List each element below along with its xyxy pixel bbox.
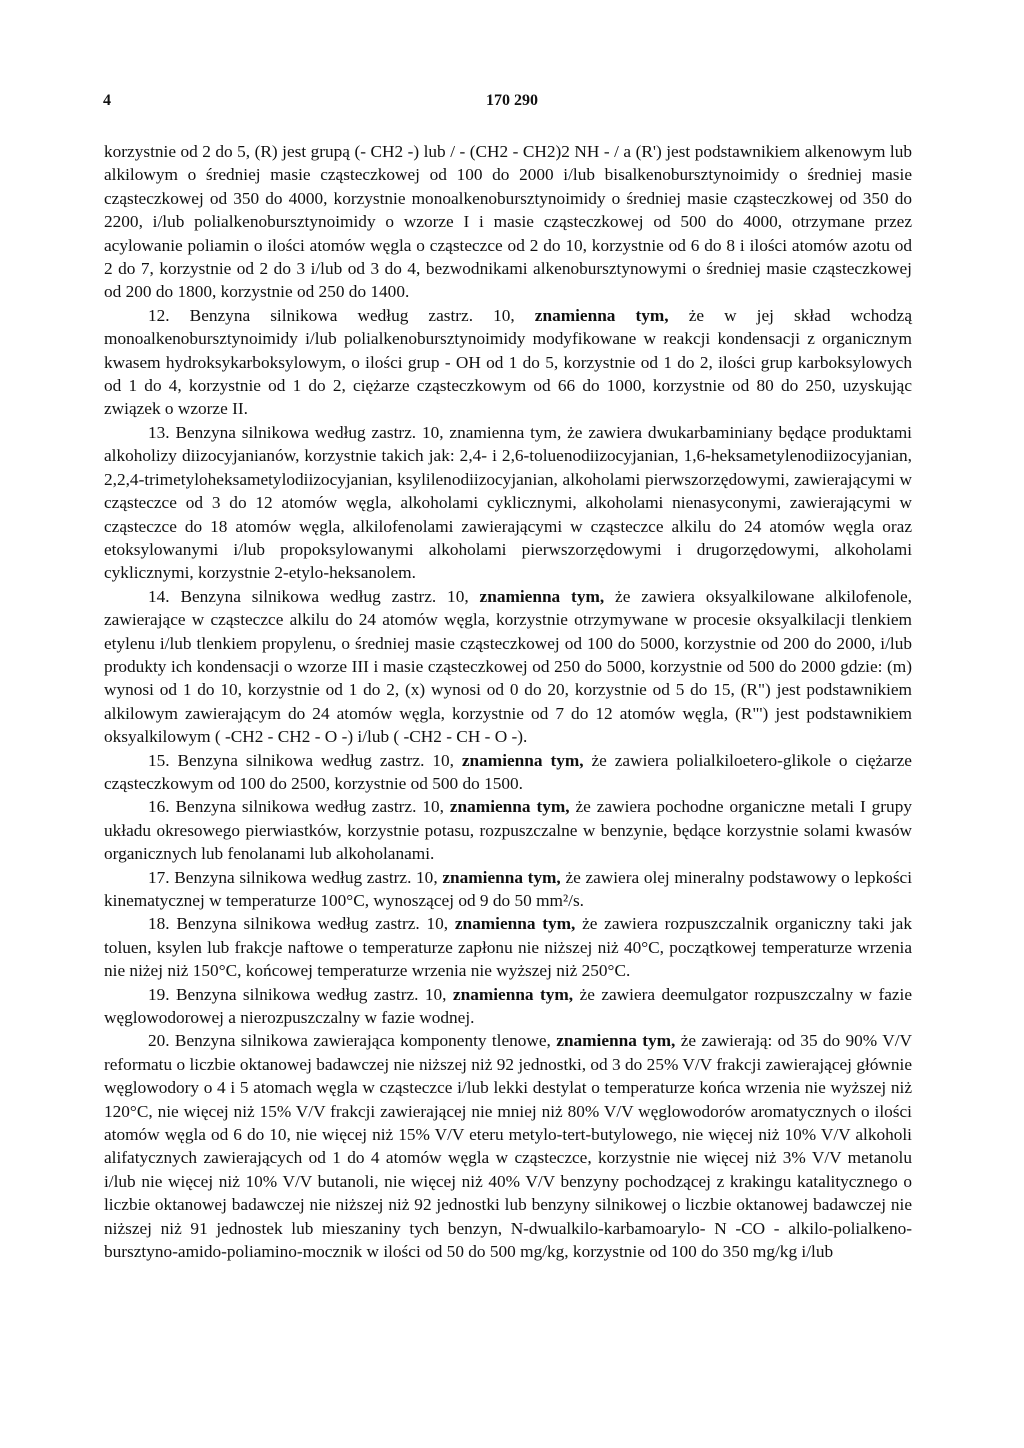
page-number: 4: [103, 92, 111, 109]
claim-text: że zawiera olej mineralny podstawowy o lepkości kinematycznej w temperaturze 100°C, wynoszącej od 9 do 50 mm²/s.: [104, 867, 913, 910]
claim-14: [104, 585, 912, 749]
claim-keyword: znamienna tym,: [534, 305, 669, 325]
claim-text: że zawierają: od 35 do 90% V/V reformatu o liczbie oktanowej badawczej nie niższej niż 92 jednostki, od 3 do 25% V/V frakcji zawierającej głównie węglowodory o 4 i 5 atomach węgla w cząsteczce i/lub lekki destylat o temperaturze końca wrzenia nie wyższej niż 120°C, nie więcej niż 15% V/V frakcji zawierającej nie mniej niż 80% V/V węglowodorów aromatycznych o ilości atomów węgla od 6 do 10, nie więcej niż 15% V/V eteru metylo-tert-butylowego, nie więcej niż 10% V/V alkoholi alifatycznych zawierających od 1 do 4 atomów węgla w cząsteczce, korzystnie nie więcej niż 3% V/V metanolu i/lub nie więcej niż 10% V/V butanoli, nie więcej niż 40% V/V benzyny pochodzącej z krakingu katalitycznego o liczbie oktanowej badawczej nie niższej niż 92 jednostki lub benzyny silnikowej o liczbie oktanowej badawczej nie niższej niż 91 jednostek lub mieszaniny tych benzyn, N-dwualkilo-karbamoarylo- N -CO - alkilo-polialkeno-bursztyno-amido-poliamino-mocznik w ilości od 50 do 500 mg/kg, korzystnie od 100 do 350 mg/kg i/lub: [104, 1031, 912, 1262]
claim-text: że zawiera dwukarbaminiany będące produktami alkoholizy diizocyjanianów, korzystnie takich jak: 2,4- i 2,6-toluenodiizocyjanian, 1,6-heksametylenodiizocyjanian, 2,2,4-trimetyloheksametylodiizocyjanian, ksylilenodiizocyjanian, alkoholami pierwszorzędowymi, zawierającymi w cząsteczce od 3 do 12 atomów węgla, alkoholami cyklicznymi, alkoholami nienasyconymi, zawierającymi w cząsteczce do 18 atomów węgla, alkilofenolami zawierającymi w cząsteczce alkilu do 24 atomów węgla oraz etoksylowanymi i/lub propoksylowanymi alkoholami pierwszorzędowymi i drugorzędowymi, alkoholami cyklicznymi, korzystnie 2-etylo-heksanolem.: [104, 422, 912, 583]
claim-continuation: [104, 140, 912, 304]
claim-lead: 17. Benzyna silnikowa według zastrz. 10,: [148, 867, 438, 887]
claim-20: [104, 1029, 912, 1263]
claim-lead: 18. Benzyna silnikowa według zastrz. 10,: [148, 914, 449, 934]
claim-keyword: znamienna tym,: [452, 984, 574, 1004]
claim-text: że w jej skład wchodzą monoalkenobursztynoimidy i/lub polialkenobursztynoimidy modyfikowane w reakcji kondensacji z organicznym kwasem hydroksykarboksylowym, o ilości grup - OH od 1 do 5, korzystnie od 1 do 2, ilości grup karboksylowych od 1 do 4, korzystnie od 1 do 2, ciężarze cząsteczkowym od 66 do 1000, korzystnie od 80 do 250, uzyskując związek o wzorze II.: [104, 305, 912, 419]
claim-17: [104, 866, 912, 913]
document-body: [104, 140, 912, 1264]
claim-lead: 12. Benzyna silnikowa według zastrz. 10,: [148, 305, 515, 325]
claim-keyword: znamienna tym,: [442, 867, 561, 887]
claim-lead: 19. Benzyna silnikowa według zastrz. 10,: [148, 984, 447, 1004]
claim-text: że zawiera rozpuszczalnik organiczny taki jak toluen, ksylen lub frakcje naftowe o temperaturze zapłonu nie niższej niż 40°C, początkowej temperaturze wrzenia nie niżej niż 150°C, końcowej temperaturze wrzenia nie wyższej niż 250°C.: [104, 914, 912, 981]
claim-lead: 15. Benzyna silnikowa według zastrz. 10,: [148, 750, 454, 770]
claim-keyword: znamienna tym,: [556, 1031, 676, 1051]
claim-text: że zawiera polialkiloetero-glikole o ciężarze cząsteczkowym od 100 do 2500, korzystnie od 500 do 1500.: [104, 750, 912, 793]
claim-text: że zawiera pochodne organiczne metali I grupy układu okresowego pierwiastków, korzystnie potasu, rozpuszczalne w benzynie, będące korzystnie solami kwasów organicznych lub fenolanami lub alkoholanami.: [104, 797, 912, 864]
claim-keyword: znamienna tym,: [454, 914, 576, 934]
claim-keyword: znamienna tym,: [449, 797, 570, 817]
claim-text: że zawiera deemulgator rozpuszczalny w fazie węglowodorowej a nierozpuszczalny w fazie wodnej.: [104, 984, 913, 1028]
claim-lead: 14. Benzyna silnikowa według zastrz. 10,: [148, 586, 469, 606]
claim-lead: 16. Benzyna silnikowa według zastrz. 10,: [148, 797, 444, 817]
claim-15: [104, 749, 912, 796]
paragraph-text: korzystnie od 2 do 5, (R) jest grupą (- CH2 -) lub / - (CH2 - CH2)2 NH - / a (R') jest podstawnikiem alkenowym lub alkilowym o średniej masie cząsteczkowej od 100 do 2000 i/lub bisalkenobursztynoimidy o średniej masie cząsteczkowej od 350 do 4000, korzystnie monoalkenobursztynoimidy o średniej masie cząsteczkowej od 350 do 2200, i/lub polialkenobursztynoimidy o wzorze I i masie cząsteczkowej od 500 do 4000, otrzymane przez acylowanie poliamin o ilości atomów węgla o cząsteczce od 2 do 10, korzystnie od 6 do 8 i ilości atomów azotu od 2 do 7, korzystnie od 2 do 3 i/lub od 3 do 4, bezwodnikami alkenobursztynowymi o średniej masie cząsteczkowej od 200 do 1800, korzystnie od 250 do 1400.: [104, 142, 912, 302]
document-number: 170 290: [486, 92, 538, 109]
claim-lead: 20. Benzyna silnikowa zawierająca komponenty tlenowe,: [148, 1031, 551, 1051]
page-header: [0, 92, 1024, 116]
claim-keyword: znamienna tym,: [461, 750, 584, 770]
claim-18: [104, 912, 912, 982]
claim-keyword: znamienna tym,: [479, 586, 605, 606]
claim-19: [104, 983, 912, 1030]
claim-12: [104, 304, 912, 421]
claim-13: [104, 421, 912, 585]
claim-text: że zawiera oksyalkilowane alkilofenole, zawierające w cząsteczce alkilu do 24 atomów węgla, korzystnie otrzymywane w procesie oksyalkilacji tlenkiem etylenu i/lub tlenkiem propylenu, o średniej masie cząsteczkowej od 100 do 5000, korzystnie od 200 do 2000, i/lub produkty ich kondensacji o wzorze III i masie cząsteczkowej od 250 do 5000, korzystnie od 500 do 2000 gdzie: (m) wynosi od 1 do 10, korzystnie od 1 do 2, (x) wynosi od 0 do 20, korzystnie od 5 do 15, (R") jest podstawnikiem alkilowym zawierającym do 24 atomów węgla, korzystnie od 7 do 12 atomów węgla, (R"') jest podstawnikiem oksyalkilowym ( -CH2 - CH2 - O -) i/lub ( -CH2 - CH - O -).: [104, 586, 913, 747]
claim-16: [104, 795, 912, 865]
claim-lead: 13. Benzyna silnikowa według zastrz. 10, znamienna tym,: [148, 422, 562, 442]
